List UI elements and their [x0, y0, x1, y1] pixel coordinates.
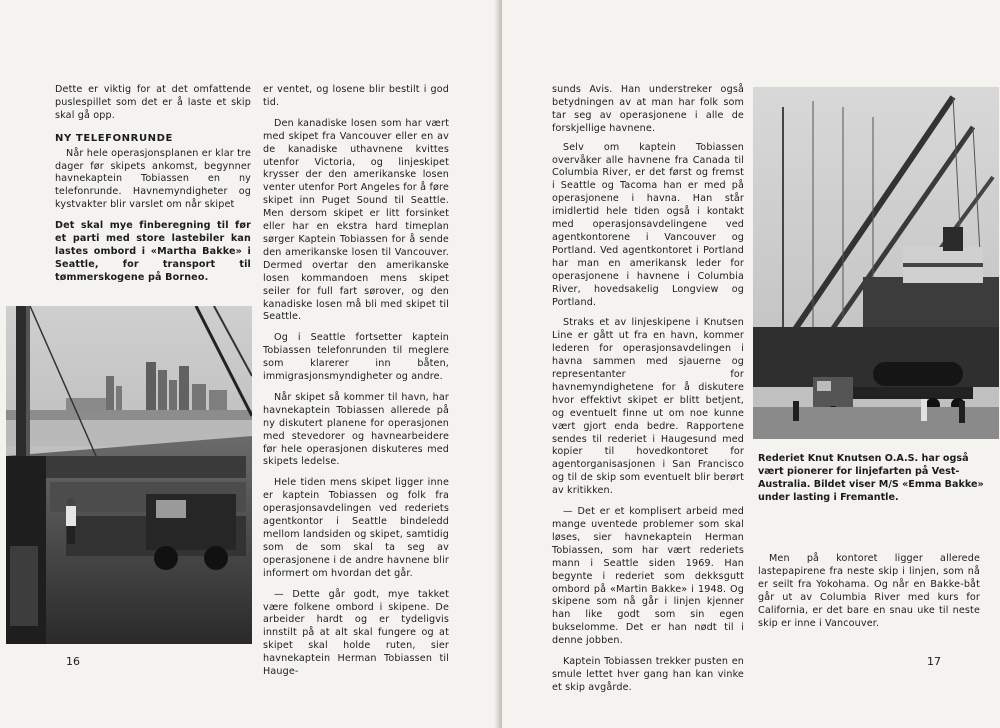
right-column-1: [552, 84, 744, 701]
paragraph: sunds Avis. Han understreker også betydningen av at man har folk som tar seg av operasjonene i alle de forskjellige havnene.: [552, 84, 744, 134]
paragraph: Hele tiden mens skipet ligger inne er kaptein Tobiassen og folk fra operasjonsavdelingen ved rederiets agentkontor i Seattle bindeledd mellom landsiden og skipet, samtidig som de som skal ta seg av operasjonene i de andre havnene blir informert om hvordan det går.: [263, 477, 449, 579]
paragraph: Selv om kaptein Tobiassen overvåker alle havnene fra Canada til Columbia River, er det først og fremst i Seattle og Tacoma han er med på operasjonene i havna. Han står imidlertid hele tiden også i kontakt med operasjonsavdelingene ved agentkontorene i Vancouver og Portland. Ved agentkontoret i Portland har man en amerikansk leder for operasjonene i havnene i Columbia River, hovedsakelig Longview og Portland.: [552, 141, 744, 308]
left-column-2: [263, 84, 449, 685]
left-column-1: [55, 84, 251, 291]
paragraph: Og i Seattle fortsetter kaptein Tobiassen telefonrunden til meglere som klarerer inn båten, immigrasjonsmyndigheter og andre.: [263, 332, 449, 383]
paragraph: Men på kontoret ligger allerede lastepapirene fra neste skip i linjen, som nå er seilt fra Yokohama. Og når en Bakke-båt går ut av Columbia River med kurs for California, er det bare en snau uke til neste skip er inne i Vancouver.: [758, 553, 980, 629]
right-page: [502, 0, 1000, 728]
intro-paragraph: Dette er viktig for at det omfattende puslespillet som det er å laste et skip skal gå opp.: [55, 84, 251, 121]
paragraph: Kaptein Tobiassen trekker pusten en smule lettet hver gang han kan vinke et skip avgårde.: [552, 656, 744, 693]
page-number-left: 16: [66, 655, 80, 668]
paragraph: Straks et av linjeskipene i Knutsen Line er gått ut fra en havn, kommer lederen for operasjonsavdelingen i havna sammen med sjauerne og representanter for havnemyndighetene for å diskutere hvor effektivt skipet er blitt betjent, og eventuelt finne ut om noe kunne vært gjort enda bedre. Rapportene sendes til rederiet i Haugesund med kopier til hovedkontoret for agentorganisasjonen i San Francisco og til de skip som eventuelt blir berørt av kritikken.: [552, 317, 744, 497]
paragraph: Når skipet så kommer til havn, har havnekaptein Tobiassen allerede på ny diskutert planene for operasjonen med stevedorer og havnearbeidere før hele operasjonen diskuteres med skipets ledelse.: [263, 391, 449, 468]
harbor-photo-image: [6, 306, 252, 644]
paragraph: er ventet, og losene blir bestilt i god tid.: [263, 84, 449, 108]
paragraph: Når hele operasjonsplanen er klar tre dager før skipets ankomst, begynner havnekaptein Tobiassen en ny telefonrunde. Havnemyndigheter og kystvakter blir varslet om når skipet: [55, 147, 251, 211]
port-crane-photo-image: [753, 87, 999, 439]
paragraph: — Det er et komplisert arbeid med mange uventede problemer som skal løses, sier havnekaptein Herman Tobiassen, som har vært rederiets mann i Seattle siden 1969. Han begynte i rederiet som dekksgutt ombord på «Martin Bakke» i 1948. Og skipene som nå går i linjen kjenner han like godt som sin egen bukselomme. Det er han nødt til i denne jobben.: [552, 506, 744, 647]
right-column-2: [758, 553, 980, 636]
harbor-photo: [6, 306, 252, 644]
photo-caption: Rederiet Knut Knutsen O.A.S. har også vært pionerer for linjefarten på Vest-Australia. Bildet viser M/S «Emma Bakke» under lasting i Fremantle.: [758, 453, 984, 503]
left-page: [0, 0, 498, 728]
section-heading: NY TELEFONRUNDE: [55, 132, 173, 144]
page-number-right: 17: [927, 655, 941, 668]
bold-caption-paragraph: Det skal mye finberegning til før et parti med store lastebiler kan lastes ombord i «Martha Bakke» i Seattle, for transport til tømmerskogene på Borneo.: [55, 220, 251, 283]
paragraph: Den kanadiske losen som har vært med skipet fra Vancouver eller en av de kanadiske uthavnene kvittes utenfor Victoria, og linjeskipet krysser der den amerikanske losen venter utenfor Port Angeles for å føre skipet inn Puget Sound til Seattle. Men dersom skipet er litt forsinket eller har en ekstra hard timeplan sørger Kaptein Tobiassen for å sende den amerikanske losen til Vancouver. Dermed overtar den amerikanske losen kommandoen mens skipet seiler for full fart sørover, og den kanadiske losen må bli med skipet til Seattle.: [263, 117, 449, 323]
paragraph: — Dette går godt, mye takket være folkene ombord i skipene. De arbeider hardt og er tydeligvis innstilt på at alt skal fungere og at skipet skal holde ruten, sier havnekaptein Herman Tobiassen til Hauge-: [263, 588, 449, 678]
port-crane-photo: [753, 87, 999, 439]
